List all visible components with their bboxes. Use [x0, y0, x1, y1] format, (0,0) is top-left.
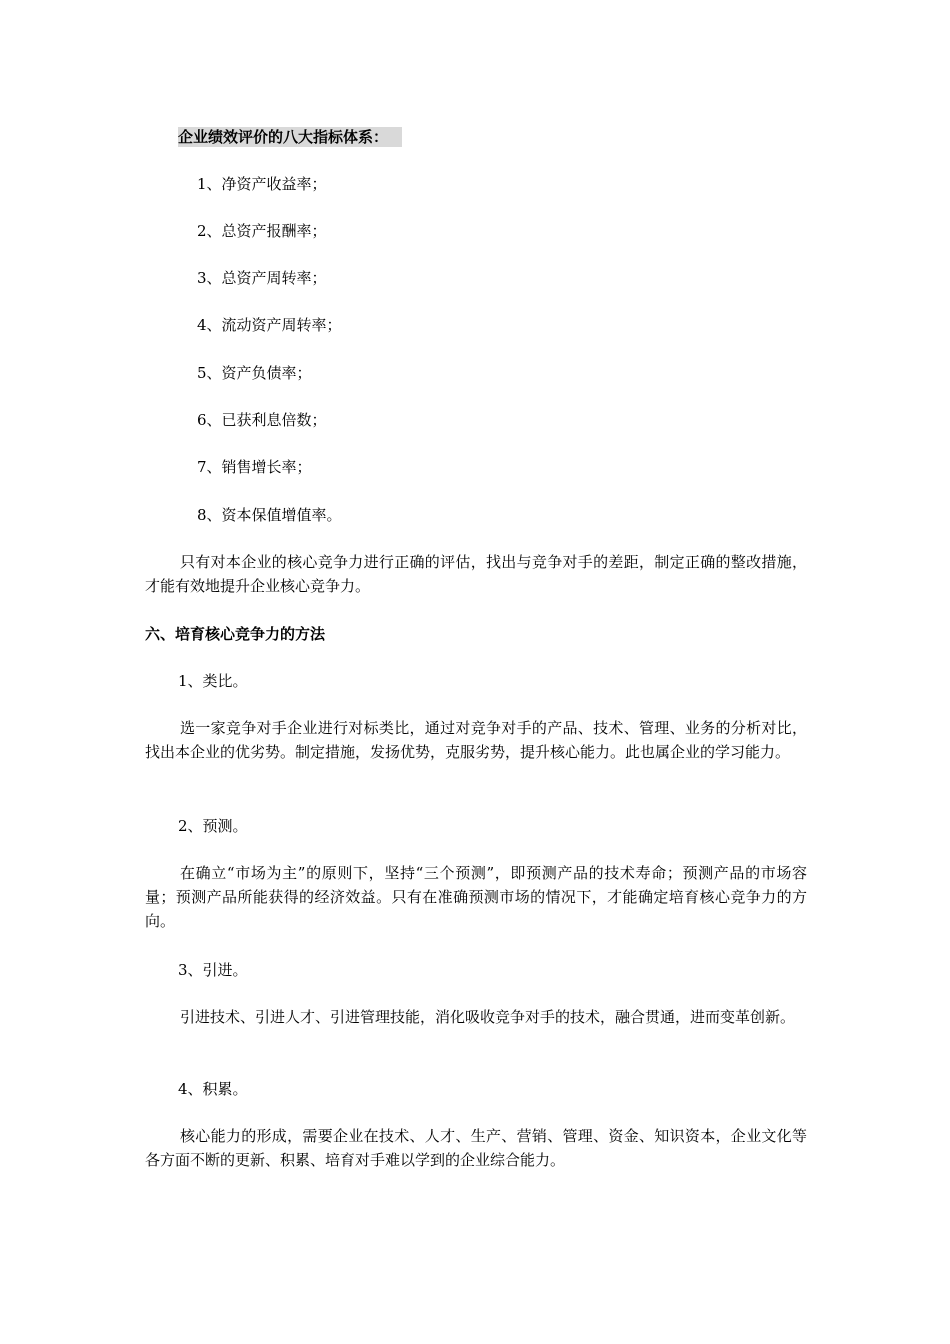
- indicator-item-8: 8、资本保值增值率。: [197, 506, 342, 524]
- method-title-1: 1、类比。: [178, 672, 248, 690]
- method-body-1: 选一家竞争对手企业进行对标类比，通过对竞争对手的产品、技术、管理、业务的分析对比，找出本企业的优劣势。制定措施，发扬优势，克服劣势，提升核心能力。此也属企业的学习能力。: [145, 719, 807, 761]
- indicator-item-4: 4、流动资产周转率；: [197, 316, 342, 334]
- method-body-2: 在确立“市场为主”的原则下，坚持“三个预测”，即预测产品的技术寿命；预测产品的市场容量；预测产品所能获得的经济效益。只有在准确预测市场的情况下，才能确定培育核心竞争力的方向。: [145, 864, 807, 930]
- indicator-item-3: 3、总资产周转率；: [197, 269, 327, 287]
- method-title-2: 2、预测。: [178, 817, 248, 835]
- indicator-item-6: 6、已获利息倍数；: [197, 411, 327, 429]
- method-body-4: 核心能力的形成，需要企业在技术、人才、生产、营销、管理、资金、知识资本，企业文化等各方面不断的更新、积累、培育对手难以学到的企业综合能力。: [145, 1127, 807, 1169]
- indicator-item-5: 5、资产负债率；: [197, 364, 312, 382]
- method-title-3: 3、引进。: [178, 961, 248, 979]
- method-title-4: 4、积累。: [178, 1080, 248, 1098]
- summary-paragraph: 只有对本企业的核心竞争力进行正确的评估，找出与竞争对手的差距，制定正确的整改措施，才能有效地提升企业核心竞争力。: [145, 553, 807, 595]
- section-title: [178, 125, 402, 149]
- indicator-item-2: 2、总资产报酬率；: [197, 222, 327, 240]
- indicator-item-1: 1、净资产收益率；: [197, 175, 327, 193]
- section-title-text: 企业绩效评价的八大指标体系：: [178, 127, 402, 147]
- methods-heading: 六、培育核心竞争力的方法: [145, 625, 326, 643]
- indicator-item-7: 7、销售增长率；: [197, 458, 312, 476]
- method-body-3: 引进技术、引进人才、引进管理技能，消化吸收竞争对手的技术，融合贯通，进而变革创新。: [180, 1008, 796, 1026]
